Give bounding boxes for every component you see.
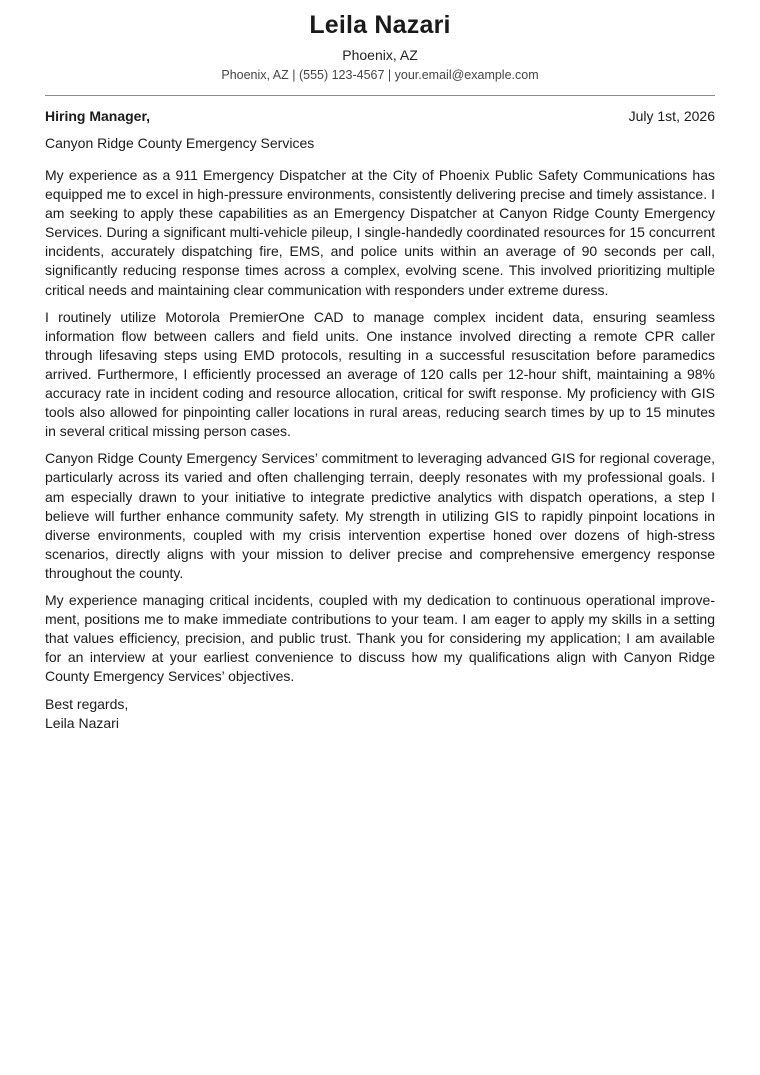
closing-block xyxy=(45,695,715,733)
closing-phrase: Best regards, xyxy=(45,696,129,713)
company-name: Canyon Ridge County Emergency Services xyxy=(45,135,315,151)
applicant-name: Leila Nazari xyxy=(309,11,451,39)
applicant-location: Phoenix, AZ xyxy=(342,47,418,63)
header-divider xyxy=(45,95,715,96)
recipient-salutation: Hiring Manager, xyxy=(45,108,151,124)
letter-date: July 1st, 2026 xyxy=(628,108,715,124)
cover-letter-page xyxy=(45,0,715,733)
body-paragraph-1: My experience as a 911 Emergency Dispatcher at the City of Phoenix Public Safety Communications has equipped me to excel in high-pressure environments, consistently delivering precise and timely assistance. I am seeking to apply these capabilities as an Emergency Dispatcher at Canyon Ridge County Emergency Services. During a significant multi-vehicle pileup, I single-handedly coordinated resources for 15 concurrent incidents, accurately dispatching fire, EMS, and police units within an average of 90 seconds per call, significantly reducing response times across a complex, evolving scene. This involved prioritizing multiple critical needs and maintaining clear communication with responders under extreme duress. xyxy=(45,167,715,298)
body-paragraph-4: My experience managing critical incidents, coupled with my dedication to continuous operational improvement, positions me to make immediate contributions to your team. I am eager to apply my skills in a setting that values efficiency, precision, and public trust. Thank you for considering my application; I am available for an interview at your earliest convenience to discuss how my qualifications align with Canyon Ridge County Emergency Services’ objectives. xyxy=(45,591,715,685)
body-paragraph-2: I routinely utilize Motorola PremierOne CAD to manage complex incident data, ensuring seamless information flow between callers and field units. One instance involved directing a remote CPR caller through lifesaving steps using EMD protocols, resulting in a successful resuscitation before paramedics arrived. Furthermore, I efficiently processed an average of 120 calls per 12-hour shift, maintaining a 98% accuracy rate in incident coding and resource allocation, critical for swift response. My proficiency with GIS tools also allowed for pinpointing caller locations in rural areas, reducing search times by up to 15 minutes in several critical missing person cases. xyxy=(45,308,715,440)
contact-line: Phoenix, AZ | (555) 123-4567 | your.email@example.com xyxy=(221,68,539,82)
signature-name: Leila Nazari xyxy=(45,715,119,732)
body-paragraph-3: Canyon Ridge County Emergency Services’ commitment to leveraging advanced GIS for regional coverage, particularly across its varied and often challenging terrain, deeply resonates with my professional goals. I am especially drawn to your initiative to integrate predictive analytics with dispatch operations, a step I believe will further enhance community safety. My strength in utilizing GIS to rapidly pinpoint locations in diverse environments, coupled with my crisis intervention expertise honed over dozens of high-stress scenarios, directly aligns with your mission to deliver precise and comprehensive emergency response throughout the county. xyxy=(45,450,715,581)
letter-body xyxy=(45,166,715,686)
salutation-row xyxy=(45,107,715,125)
